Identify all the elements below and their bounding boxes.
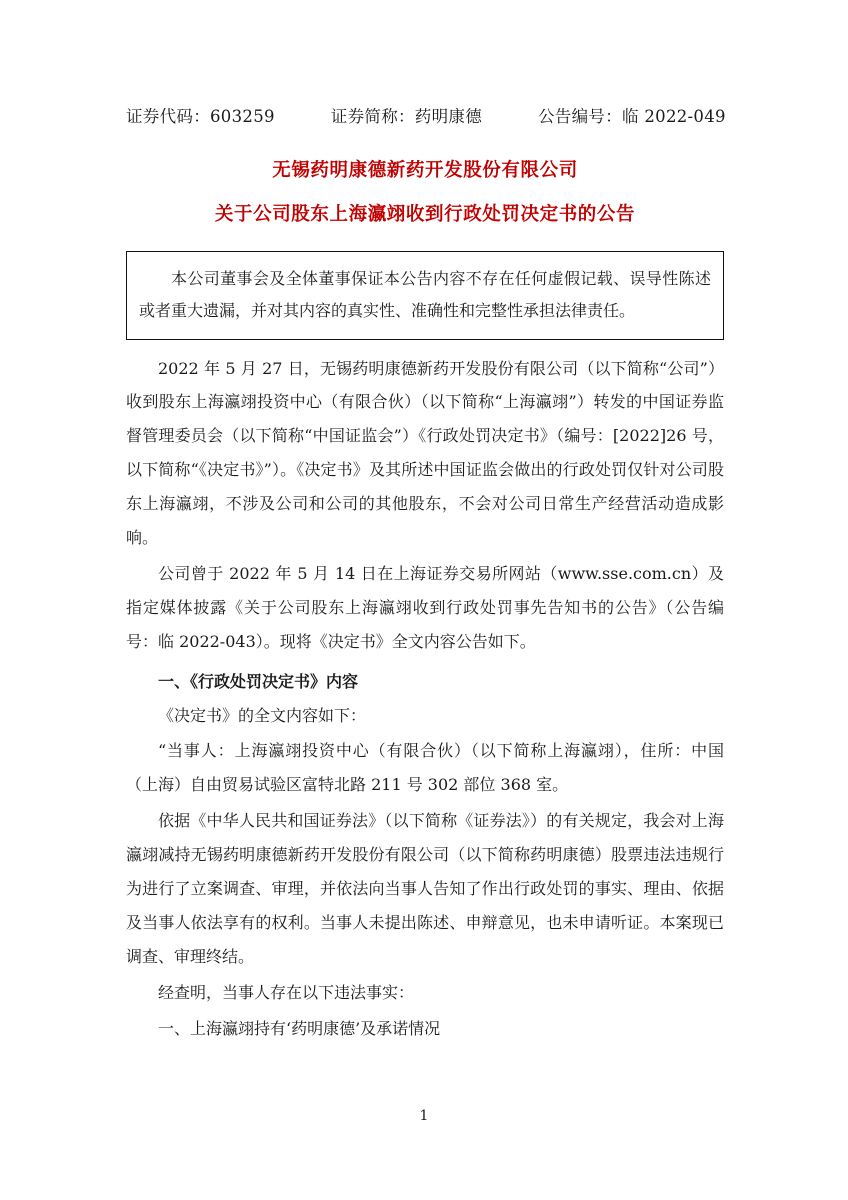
title-block — [126, 157, 724, 229]
sub-heading-1: 一、上海瀛翊持有‘药明康德’及承诺情况 — [158, 1018, 441, 1038]
security-code: 证券代码：603259 — [126, 107, 275, 126]
announcement-subject-title: 关于公司股东上海瀛翊收到行政处罚决定书的公告 — [214, 203, 636, 225]
body-paragraph-5: 依据《中华人民共和国证券法》（以下简称《证券法》）的有关规定，我会对上海瀛翊减持无锡药明康德新药开发股份有限公司（以下简称药明康德）股票违法违规行为进行了立案调查、审理，并依法向当事人告知了作出行政处罚的事实、理由、依据及当事人依法享有的权利。当事人未提出陈述、申辩意见，也未申请听证。本案现已调查、审理终结。 — [126, 811, 724, 966]
body-paragraph-1: 2022 年 5 月 27 日，无锡药明康德新药开发股份有限公司（以下简称“公司”）收到股东上海瀛翊投资中心（有限合伙）（以下简称“上海瀛翊”）转发的中国证券监督管理委员会（以下简称“中国证监会”）《行政处罚决定书》（编号：[2022]26 号，以下简称“《决定书》”）。《决定书》及其所述中国证监会做出的行政处罚仅针对公司股东上海瀛翊，不涉及公司和公司的其他股东，不会对公司日常生产经营活动造成影响。 — [126, 358, 724, 548]
body-paragraph-6: 经查明，当事人存在以下违法事实： — [158, 982, 415, 1002]
disclaimer-box — [126, 251, 724, 340]
document-header-line — [126, 103, 724, 127]
document-body — [126, 352, 724, 1046]
section-heading-1: 一、《行政处罚决定书》内容 — [158, 671, 359, 691]
security-abbreviation: 证券简称：药明康德 — [330, 107, 482, 126]
disclaimer-text: 本公司董事会及全体董事保证本公告内容不存在任何虚假记载、误导性陈述或者重大遗漏，并对其内容的真实性、准确性和完整性承担法律责任。 — [139, 268, 711, 320]
body-paragraph-4: “当事人：上海瀛翊投资中心（有限合伙）（以下简称上海瀛翊），住所：中国（上海）自由贸易试验区富特北路 211 号 302 部位 368 室。 — [126, 741, 724, 795]
body-paragraph-2: 公司曾于 2022 年 5 月 14 日在上海证券交易所网站（www.sse.com.cn）及指定媒体披露《关于公司股东上海瀛翊收到行政处罚事先告知书的公告》（公告编号：临 2022-043）。现将《决定书》全文内容公告如下。 — [126, 563, 724, 651]
page-number: 1 — [419, 1108, 429, 1124]
announcement-number: 公告编号：临 2022-049 — [538, 107, 726, 126]
company-name-title: 无锡药明康德新药开发股份有限公司 — [272, 160, 578, 181]
document-content — [126, 103, 724, 1046]
body-paragraph-3: 《决定书》的全文内容如下： — [158, 705, 367, 725]
